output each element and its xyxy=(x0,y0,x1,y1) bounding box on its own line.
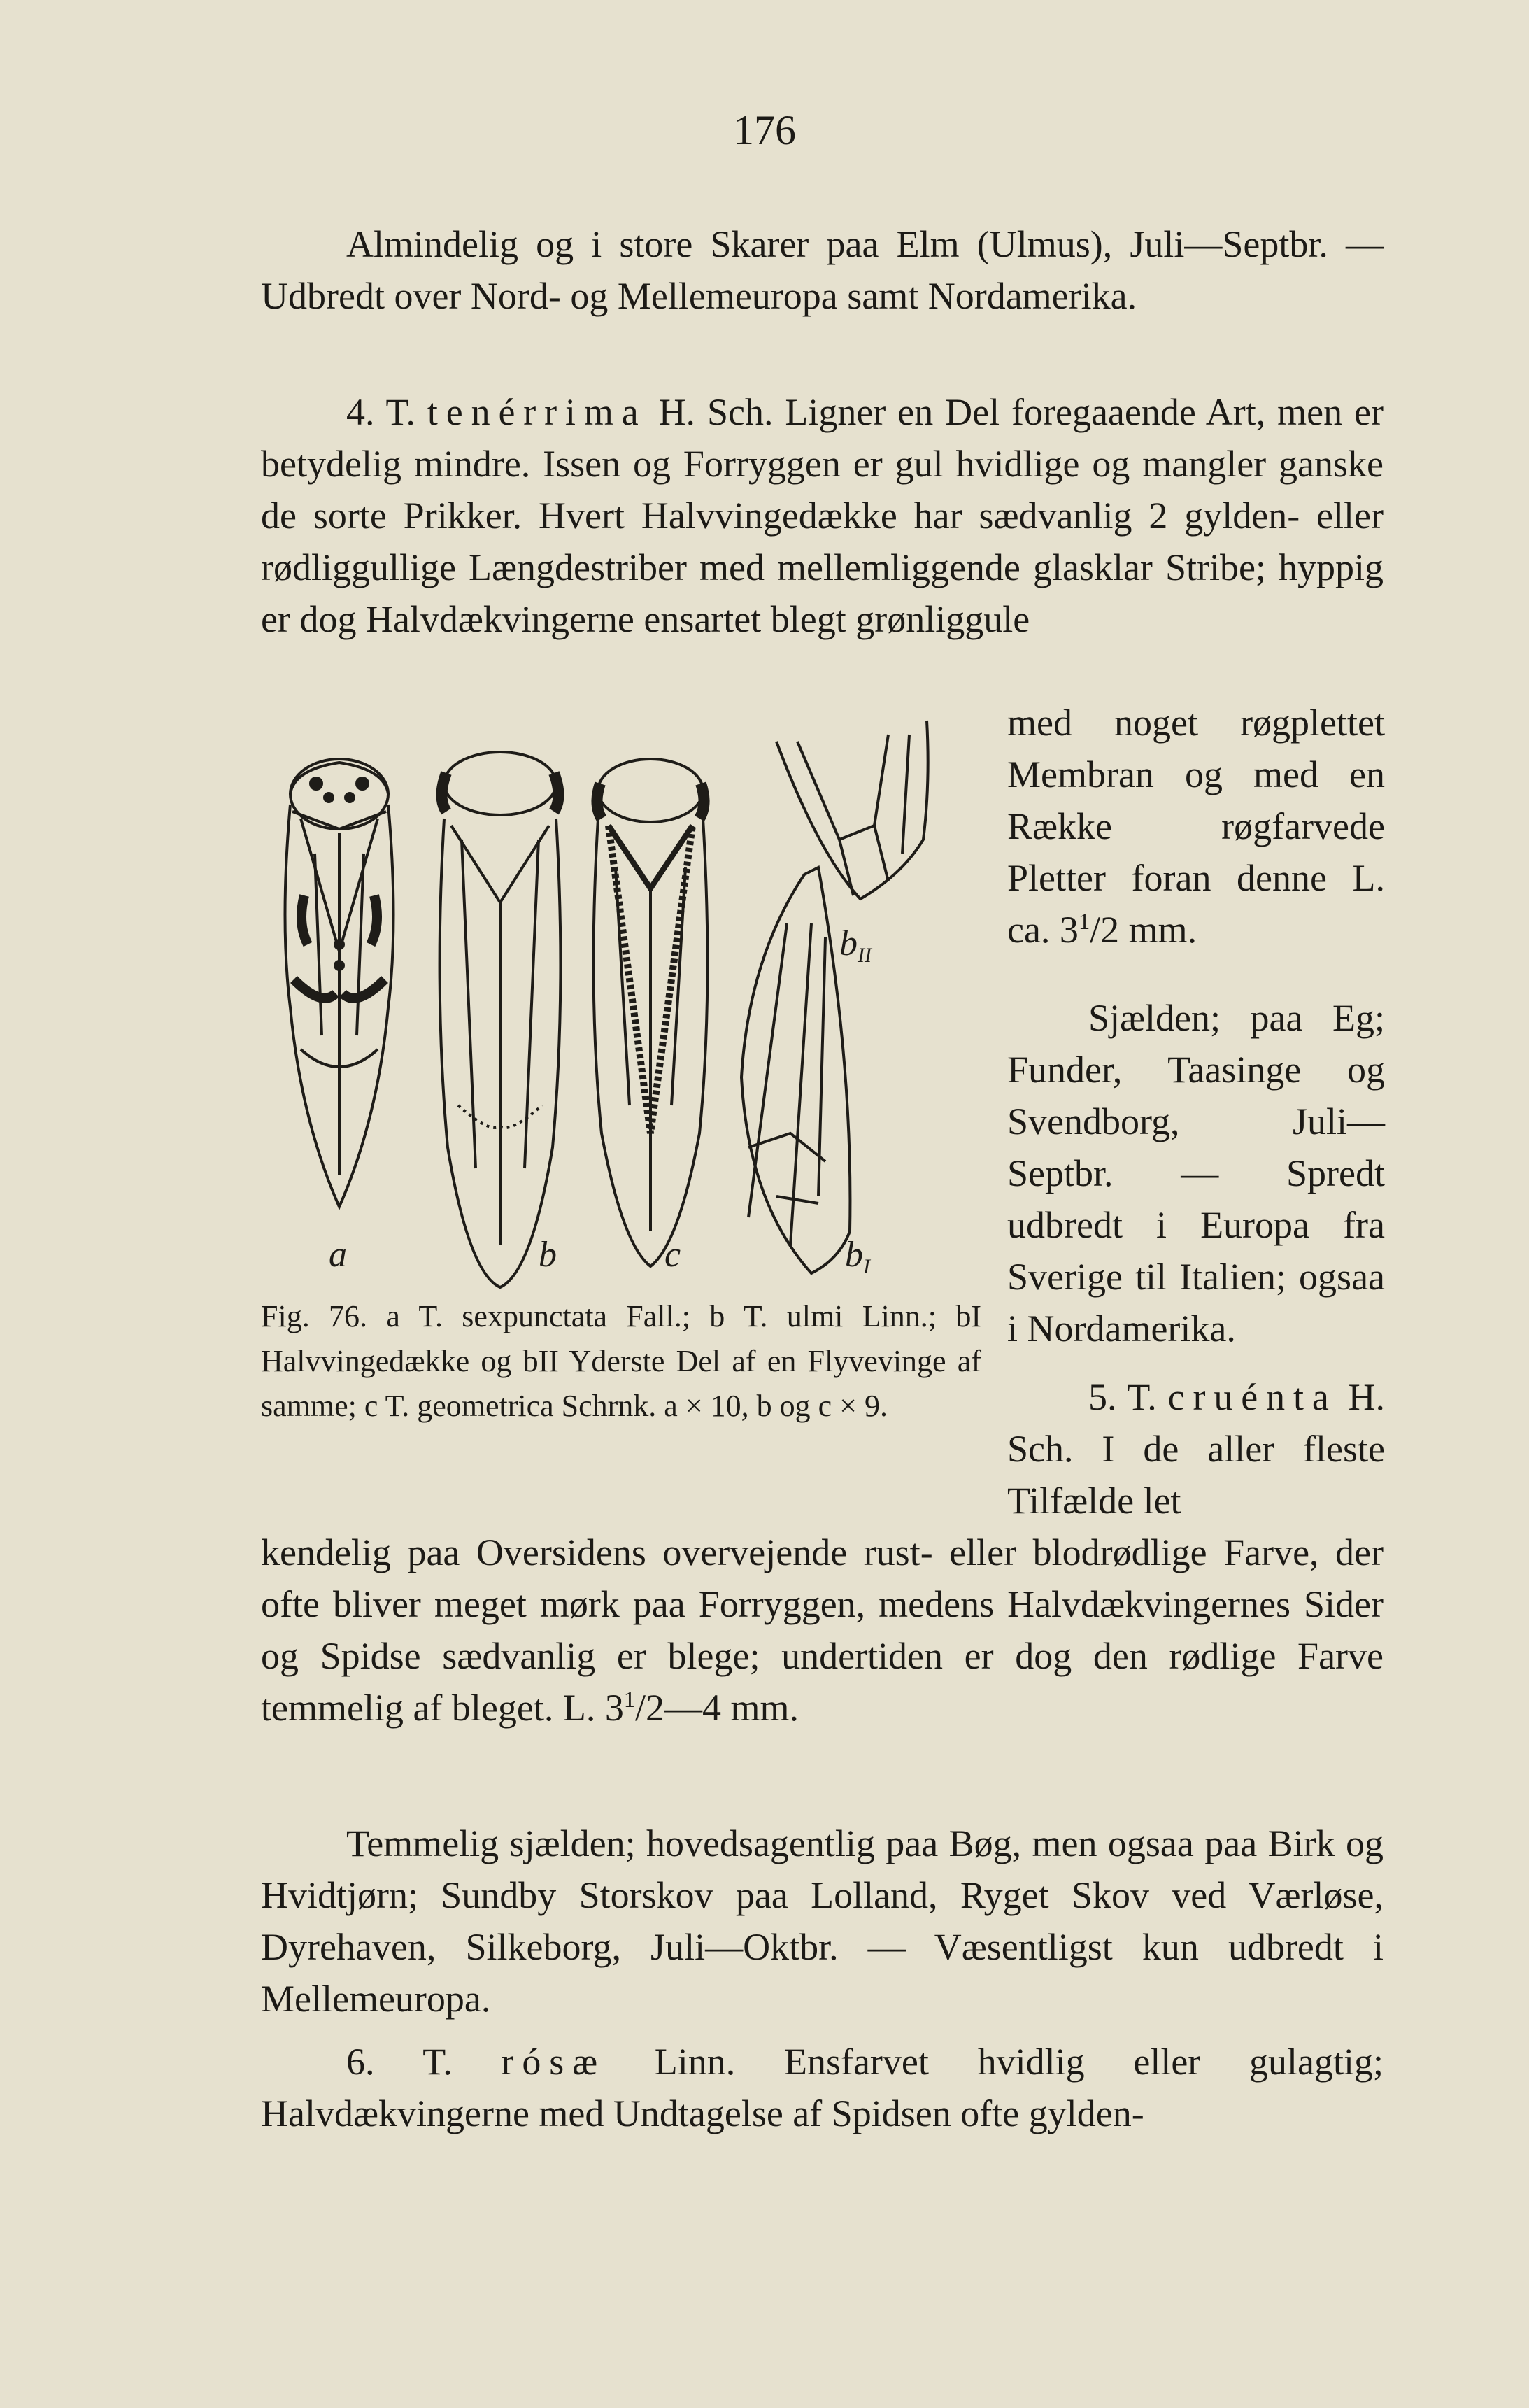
species4-authority: H. Sch. xyxy=(658,391,774,433)
label-a: a xyxy=(329,1235,347,1275)
species5-number: 5. T. xyxy=(1088,1376,1157,1418)
species4-number: 4. T. xyxy=(346,391,415,433)
label-b2-subscript: II xyxy=(858,944,872,967)
species4-description-side: med noget røgplettet Membran og med en Række røgfarvede Pletter foran denne L. ca. $3^1/2$ mm. xyxy=(1007,702,1386,951)
label-b2: b xyxy=(839,923,858,963)
species6-authority: Linn. xyxy=(654,2041,736,2083)
label-b1: b xyxy=(845,1235,863,1275)
label-c: c xyxy=(664,1235,681,1275)
species4-description: Ligner en Del foregaaende Art, men er betydelig mindre. Issen og Forryggen er gul hvidlige og mangler ganske de sorte Prikker. Hvert Halvvingedække har sædvanlig 2 gylden- eller rødliggullige Længdestriber med mellemliggende glasklar Stribe; hyppig er dog Halvdækvingerne ensartet blegt grønliggule xyxy=(261,391,1384,640)
wing-tip-b2-drawing xyxy=(776,721,928,899)
page-number: 176 xyxy=(733,107,796,153)
species5-description: kendelig paa Oversidens overvejende rust- eller blodrødlige Farve, der ofte bliver meget mørk paa Forryggen, medens Halvdækvingernes Sider og Spidse sædvanlig er blege; undertiden er dog den rødlige Farve temmelig af bleget. L. $3^1/2—4$ mm. xyxy=(261,1531,1384,1729)
figure-76-drawing xyxy=(259,714,1000,1301)
species4-epithet: tenérrima xyxy=(427,391,647,433)
species4-paragraph xyxy=(261,386,1384,645)
figure-76 xyxy=(259,714,1000,1301)
label-b: b xyxy=(539,1235,557,1275)
insect-a-drawing xyxy=(285,759,394,1207)
species6-epithet: rósæ xyxy=(501,2041,606,2083)
species5-distribution: Temmelig sjælden; hovedsagentlig paa Bøg, men ogsaa paa Birk og Hvidtjørn; Sundby Storskov paa Lolland, Ryget Skov ved Værløse, Dyrehaven, Silkeborg, Juli—Oktbr. — Væsentligst kun udbredt i Mellemeuropa. xyxy=(261,1822,1384,2020)
insect-b-drawing xyxy=(440,752,561,1287)
species5-length: L. $3^1/2—4$ mm. xyxy=(562,1687,799,1729)
species4-length: L. ca. $3^1/2$ mm. xyxy=(1007,857,1386,951)
label-b1-subscript: I xyxy=(863,1255,870,1278)
species6-number: 6. T. xyxy=(346,2041,453,2083)
species4-distribution: Sjælden; paa Eg; Funder, Taasinge og Svendborg, Juli—Septbr. — Spredt udbredt i Europa fra Sverige til Italien; ogsaa i Nordamerika. xyxy=(1007,997,1385,1350)
hemelytron-b1-drawing xyxy=(741,867,850,1273)
species3-distribution: Almindelig og i store Skarer paa Elm (Ulmus), Juli—Septbr. — Udbredt over Nord- og Mellemeuropa samt Nordamerika. xyxy=(261,223,1384,317)
insect-c-drawing xyxy=(594,759,708,1266)
species5-epithet: cruénta xyxy=(1167,1376,1337,1418)
figure-76-caption: Fig. 76. a T. sexpunctata Fall.; b T. ulmi Linn.; bI Halvvingedække og bII Yderste Del af en Flyvevinge af samme; c T. geometrica Schrnk. a × 10, b og c × 9. xyxy=(261,1299,981,1423)
species5-intro-side: 5. T. cruénta H. Sch. I de aller fleste Tilfælde let xyxy=(1007,1376,1385,1522)
species6-paragraph: 6. T. rósæ Linn. Ensfarvet hvidlig eller gulagtig; Halvdækvingerne med Undtagelse af Spidsen ofte gylden- xyxy=(261,2041,1384,2134)
